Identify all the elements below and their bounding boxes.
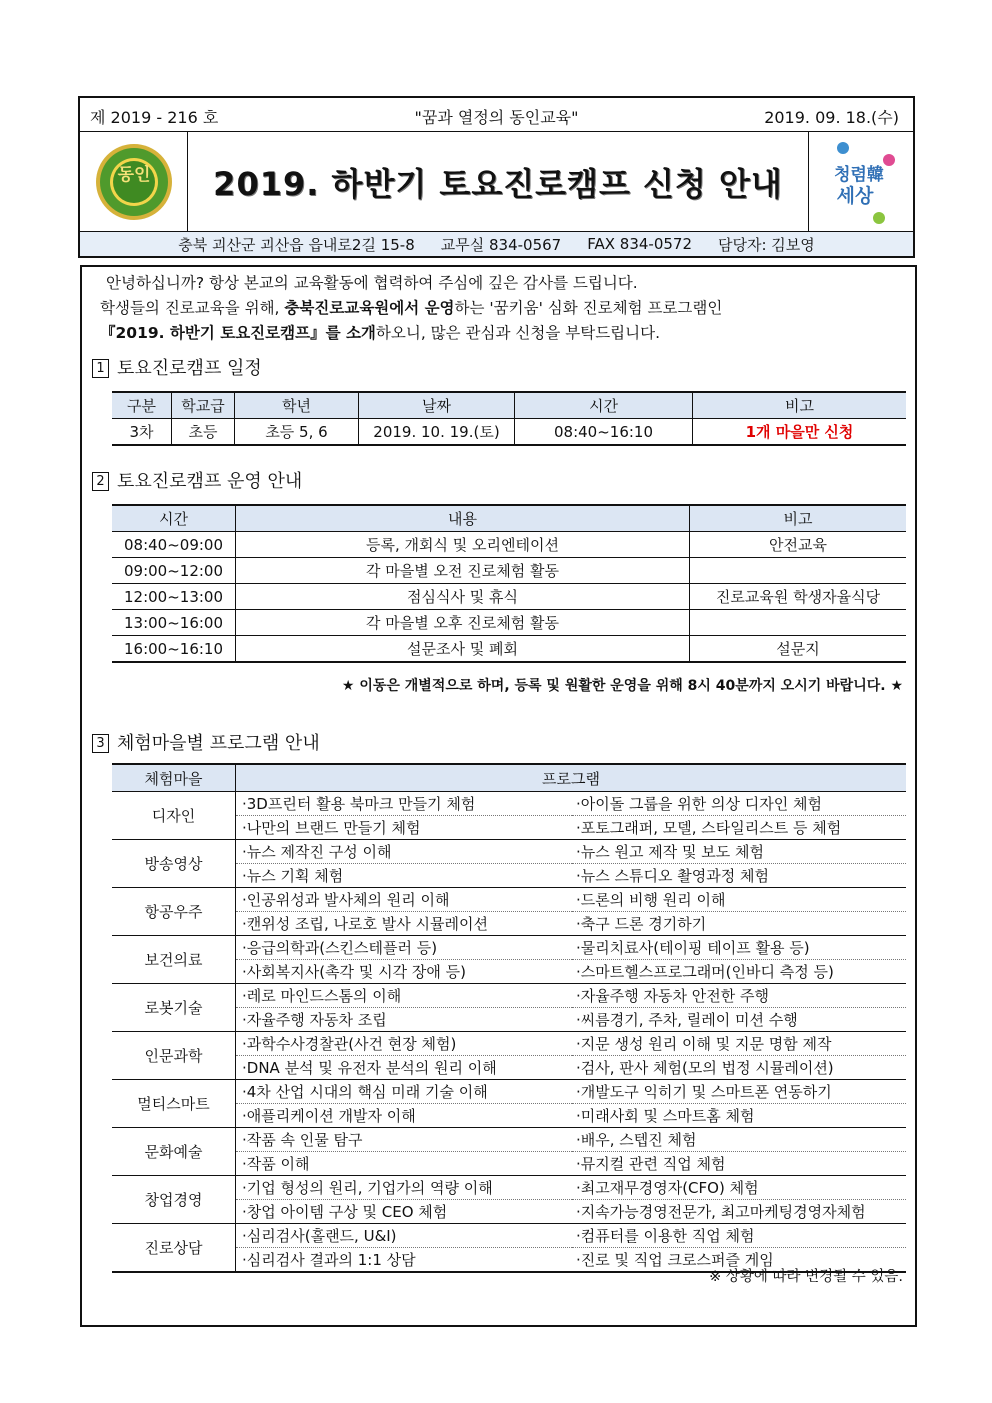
intro-line-2b: 충북진로교육원에서 운영 (284, 299, 455, 317)
program-item: ·뉴스 원고 제작 및 보도 체험 (572, 840, 906, 864)
school-logo-cell (80, 132, 188, 232)
col-header: 학년 (235, 392, 359, 419)
col-header: 내용 (236, 505, 690, 532)
school-slogan: "꿈과 열정의 동인교육" (414, 108, 579, 127)
program-item: ·축구 드론 경기하기 (572, 912, 906, 936)
manager-name: 담당자: 김보영 (718, 235, 815, 254)
operation-row (112, 558, 906, 584)
program-item: ·3D프린터 활용 북마크 만들기 체험 (236, 792, 573, 816)
village-name: 문화예술 (112, 1128, 236, 1176)
village-name: 보건의료 (112, 936, 236, 984)
program-item: ·응급의학과(스킨스테플러 등) (236, 936, 573, 960)
program-row (112, 1128, 906, 1152)
document-title: 2019. 하반기 토요진로캠프 신청 안내 (213, 165, 783, 203)
col-header: 시간 (515, 392, 693, 419)
program-item: ·배우, 스텝진 체험 (572, 1128, 906, 1152)
program-item: ·자율주행 자동차 조립 (236, 1008, 573, 1032)
program-item: ·포토그래퍼, 모델, 스타일리스트 등 체험 (572, 816, 906, 840)
program-item: ·사회복지사(촉각 및 시각 장애 등) (236, 960, 573, 984)
program-header-row (112, 764, 906, 792)
program-item: ·창업 아이템 구상 및 CEO 체험 (236, 1200, 573, 1224)
operation-header-row (112, 505, 906, 532)
village-name: 방송영상 (112, 840, 236, 888)
program-item: ·지문 생성 원리 이해 및 지문 명함 제작 (572, 1032, 906, 1056)
village-name: 진로상담 (112, 1224, 236, 1273)
col-header: 시간 (112, 505, 236, 532)
integrity-logo-text-1: 청렴韓 (834, 165, 884, 185)
program-item: ·물리치료사(테이핑 테이프 활용 등) (572, 936, 906, 960)
operation-table (112, 504, 906, 663)
intro-line-1: 안녕하십니까? 항상 본교의 교육활동에 협력하여 주심에 깊은 감사를 드립니다. (106, 274, 638, 292)
school-address: 충북 괴산군 괴산읍 읍내로2길 15-8 (178, 235, 415, 254)
intro-line-3 (100, 321, 906, 346)
schedule-header-row (112, 392, 906, 419)
operation-row (112, 584, 906, 610)
program-table (112, 763, 906, 1273)
program-row (112, 1032, 906, 1056)
cell: 점심식사 및 휴식 (236, 584, 690, 610)
program-item: ·컴퓨터를 이용한 직업 체험 (572, 1224, 906, 1248)
cell (690, 558, 907, 584)
cell: 등록, 개회식 및 오리엔테이션 (236, 532, 690, 558)
issue-date: 2019. 09. 18.(수) (764, 108, 899, 127)
program-item: ·뉴스 기획 체험 (236, 864, 573, 888)
intro-line-3b: 하오니, 많은 관심과 신청을 부탁드립니다. (375, 324, 661, 342)
logo-text: 동인 (117, 165, 151, 185)
cell: 08:40~09:00 (112, 532, 236, 558)
cell: 12:00~13:00 (112, 584, 236, 610)
program-item: ·기업 형성의 원리, 기업가의 역량 이해 (236, 1176, 573, 1200)
program-row (112, 888, 906, 912)
integrity-logo-text-2: 세상 (836, 185, 874, 207)
program-item: ·작품 속 인물 탐구 (236, 1128, 573, 1152)
program-item: ·스마트헬스프로그래머(인바디 측정 등) (572, 960, 906, 984)
section-2-heading (92, 467, 302, 493)
program-item: ·작품 이해 (236, 1152, 573, 1176)
cell: 09:00~12:00 (112, 558, 236, 584)
village-name: 인문과학 (112, 1032, 236, 1080)
program-item: ·뉴스 제작진 구성 이해 (236, 840, 573, 864)
col-header: 비고 (693, 392, 907, 419)
program-item: ·자율주행 자동차 안전한 주행 (572, 984, 906, 1008)
section-1-heading (92, 354, 262, 380)
program-item: ·뉴스 스튜디오 촬영과정 체험 (572, 864, 906, 888)
program-item: ·아이돌 그룹을 위한 의상 디자인 체험 (572, 792, 906, 816)
letter-body (80, 265, 917, 1327)
program-row (112, 1176, 906, 1200)
col-header: 학교급 (172, 392, 235, 419)
col-header: 비고 (690, 505, 907, 532)
intro-paragraph (100, 271, 906, 346)
section-2-title: 토요진로캠프 운영 안내 (117, 471, 303, 492)
program-rows (112, 792, 906, 1273)
letterhead (78, 96, 915, 258)
section-3-heading (92, 729, 320, 755)
schedule-row (112, 419, 906, 446)
village-name: 로봇기술 (112, 984, 236, 1032)
intro-line-2 (100, 296, 906, 321)
program-item: ·과학수사경찰관(사건 현장 체험) (236, 1032, 573, 1056)
program-item: ·최고재무경영자(CFO) 체험 (572, 1176, 906, 1200)
section-1-number: 1 (92, 359, 109, 378)
section-1-title: 토요진로캠프 일정 (117, 358, 262, 379)
cell: 설문지 (690, 636, 907, 663)
col-header: 프로그램 (236, 764, 907, 792)
program-item: ·개발도구 익히기 및 스마트폰 연동하기 (572, 1080, 906, 1104)
program-item: ·DNA 분석 및 유전자 분석의 원리 이해 (236, 1056, 573, 1080)
program-item: ·씨름경기, 주차, 릴레이 미션 수행 (572, 1008, 906, 1032)
cell: 설문조사 및 폐회 (236, 636, 690, 663)
village-name: 항공우주 (112, 888, 236, 936)
cell: 안전교육 (690, 532, 907, 558)
program-item: ·나만의 브랜드 만들기 체험 (236, 816, 573, 840)
cell-note: 1개 마을만 신청 (693, 419, 907, 446)
cell: 진로교육원 학생자율식당 (690, 584, 907, 610)
issue-number: 제 2019 - 216 호 (90, 108, 219, 127)
program-item: ·드론의 비행 원리 이해 (572, 888, 906, 912)
program-item: ·지속가능경영전문가, 최고마케팅경영자체험 (572, 1200, 906, 1224)
cell: 08:40~16:10 (515, 419, 693, 446)
operation-row (112, 610, 906, 636)
cell: 13:00~16:00 (112, 610, 236, 636)
program-item: ·4차 산업 시대의 핵심 미래 기술 이해 (236, 1080, 573, 1104)
title-cell (188, 132, 808, 232)
operation-row (112, 636, 906, 663)
village-name: 디자인 (112, 792, 236, 840)
program-item: ·캔위성 조립, 나로호 발사 시뮬레이션 (236, 912, 573, 936)
program-item: ·진로 및 직업 크로스퍼즐 게임 (572, 1248, 906, 1273)
integrity-logo-icon (817, 138, 905, 226)
program-row (112, 840, 906, 864)
village-name: 멀티스마트 (112, 1080, 236, 1128)
program-row (112, 1080, 906, 1104)
cell: 초등 (172, 419, 235, 446)
intro-line-2a: 학생들의 진로교육을 위해, (100, 299, 285, 317)
intro-line-3a: 『2019. 하반기 토요진로캠프』를 소개 (100, 324, 376, 342)
cell: 각 마을별 오전 진로체험 활동 (236, 558, 690, 584)
arrival-notice: ★ 이동은 개별적으로 하며, 등록 및 원활한 운영을 위해 8시 40분까지 오시기 바랍니다. ★ (341, 678, 903, 694)
office-phone: 교무실 834-0567 (440, 235, 562, 254)
program-item: ·검사, 판사 체험(모의 법정 시뮬레이션) (572, 1056, 906, 1080)
program-item: ·심리검사 결과의 1:1 상담 (236, 1248, 573, 1273)
cell: 초등 5, 6 (235, 419, 359, 446)
section-2-number: 2 (92, 472, 109, 491)
cell: 3차 (112, 419, 172, 446)
program-item: ·인공위성과 발사체의 원리 이해 (236, 888, 573, 912)
program-row (112, 936, 906, 960)
col-header: 구분 (112, 392, 172, 419)
col-header: 체험마을 (112, 764, 236, 792)
program-item: ·미래사회 및 스마트홈 체험 (572, 1104, 906, 1128)
school-logo-icon (94, 142, 174, 222)
letterhead-top-row (80, 98, 913, 132)
program-item: ·레로 마인드스톰의 이해 (236, 984, 573, 1008)
cell: 16:00~16:10 (112, 636, 236, 663)
section-3-number: 3 (92, 734, 109, 753)
school-contact-band (80, 232, 913, 256)
program-item: ·뮤지컬 관련 직업 체험 (572, 1152, 906, 1176)
letterhead-title-row (80, 132, 913, 232)
change-footnote: ※ 상황에 따라 변경될 수 있음. (709, 1269, 903, 1285)
intro-line-2c: 하는 '꿈키움' 심화 진로체험 프로그램인 (454, 299, 723, 317)
village-name: 창업경영 (112, 1176, 236, 1224)
cell: 2019. 10. 19.(토) (359, 419, 515, 446)
cell: 각 마을별 오후 진로체험 활동 (236, 610, 690, 636)
col-header: 날짜 (359, 392, 515, 419)
fax-number: FAX 834-0572 (587, 235, 693, 253)
program-item: ·심리검사(홀랜드, U&I) (236, 1224, 573, 1248)
program-item: ·애플리케이션 개발자 이해 (236, 1104, 573, 1128)
program-row (112, 792, 906, 816)
integrity-logo-cell (808, 132, 913, 232)
program-row (112, 1224, 906, 1248)
operation-row (112, 532, 906, 558)
section-3-title: 체험마을별 프로그램 안내 (117, 733, 320, 754)
schedule-table (112, 391, 906, 446)
program-row (112, 984, 906, 1008)
cell (690, 610, 907, 636)
